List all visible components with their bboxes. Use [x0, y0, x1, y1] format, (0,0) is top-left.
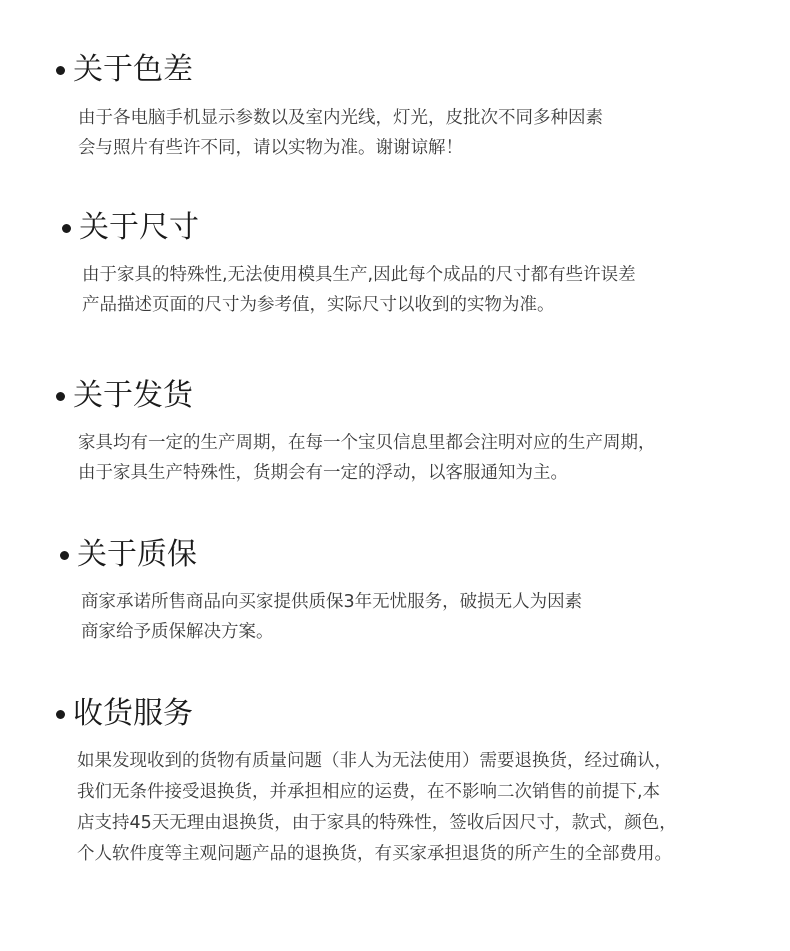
section-body [77, 746, 677, 870]
heading-text: 关于尺寸 [79, 210, 199, 245]
section-heading [56, 694, 193, 734]
body-line: 我们无条件接受退换货，并承担相应的运费，在不影响二次销售的前提下,本 [77, 782, 661, 802]
bullet-icon [60, 551, 69, 560]
body-line: 如果发现收到的货物有质量问题（非人为无法使用）需要退换货，经过确认， [77, 751, 672, 771]
bullet-icon [56, 66, 65, 75]
body-line: 家具均有一定的生产周期，在每一个宝贝信息里都会注明对应的生产周期， [78, 433, 656, 453]
bullet-icon [56, 710, 65, 719]
body-line: 店支持45天无理由退换货，由于家具的特殊性，签收后因尺寸，款式，颜色， [77, 813, 677, 833]
section-body [78, 428, 656, 488]
heading-text: 关于发货 [73, 378, 193, 413]
section-body [82, 260, 636, 320]
body-line: 由于家具生产特殊性，货期会有一定的浮动，以客服通知为主。 [78, 463, 568, 483]
section-heading [62, 208, 199, 248]
body-line: 由于家具的特殊性,无法使用模具生产,因此每个成品的尺寸都有些许误差 [82, 265, 636, 285]
heading-text: 关于色差 [73, 52, 193, 87]
heading-text: 关于质保 [77, 537, 197, 572]
section-heading [60, 535, 197, 575]
body-line: 商家承诺所售商品向买家提供质保3年无忧服务，破损无人为因素 [81, 592, 583, 612]
body-line: 会与照片有些许不同，请以实物为准。谢谢谅解！ [78, 138, 463, 158]
body-line: 商家给予质保解决方案。 [81, 622, 274, 642]
body-line: 由于各电脑手机显示参数以及室内光线，灯光，皮批次不同多种因素 [78, 108, 603, 128]
body-line: 产品描述页面的尺寸为参考值，实际尺寸以收到的实物为准。 [82, 295, 555, 315]
body-line: 个人软件度等主观问题产品的退换货，有买家承担退货的所产生的全部费用。 [77, 844, 672, 864]
bullet-icon [62, 224, 71, 233]
section-body [78, 103, 603, 163]
section-heading [56, 376, 193, 416]
heading-text: 收货服务 [73, 696, 193, 731]
bullet-icon [56, 392, 65, 401]
section-body [81, 587, 582, 647]
section-heading [56, 50, 193, 90]
